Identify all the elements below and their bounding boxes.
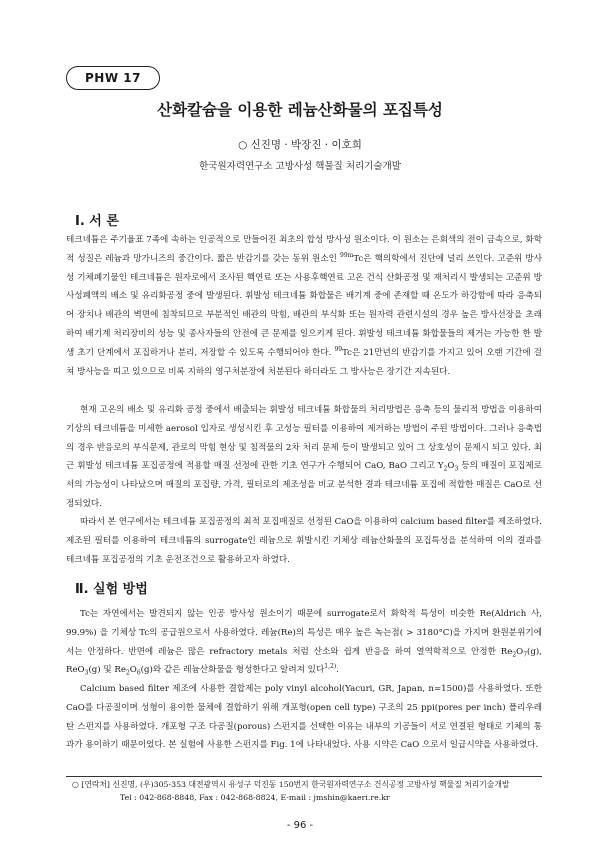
section-heading-methods: Ⅱ. 실험 방법: [75, 582, 148, 597]
page-number: - 96 -: [286, 820, 314, 831]
session-badge: PHW 17: [66, 66, 160, 90]
contact-footnote: [72, 778, 542, 804]
section-heading-introduction: Ⅰ. 서 론: [75, 214, 119, 229]
paper-title: 산화칼슘을 이용한 레늄산화물의 포집특성: [157, 101, 443, 119]
author-list: ○ 신진명 · 박장진 · 이호희: [238, 139, 362, 151]
methods-paragraph-1: Tc는 자연에서는 발견되지 않는 인공 방사성 원소이기 때문에 surrogate로서 화학적 특성이 비슷한 Re(Aldrich 사, 99.9%) 을 기체상 Tc의 공급원으로서 사용하였다. 레늄(Re)의 특성은 매우 높은 녹는점( > 3180°C)을 가지며 환원분위기에서는 안정하다. 반면에 레늄은 많은 refractory metals 처럼 산소와 쉽게 반응을 하여 열역학적으로 안정한 $Re_2O_7(g)$, ReO$_3$(g) 및 $Re_2O_6(g)$와 같은 레늄산화물을 형성한다고 알려져 있다$^{1,2)}$.: [66, 609, 542, 678]
footnote-line-1: ○ [연락처] 신진명, (우)305-353 대전광역시 유성구 덕진동 150번지 한국원자력연구소 건식공정 고방사성 핵물질 처리기술개발: [72, 780, 510, 789]
affiliation: 한국원자력연구소 고방사성 핵물질 처리기술개발: [199, 161, 401, 172]
intro-paragraph-1: 테크네튬은 주기율표 7족에 속하는 인공적으로 만들어진 최초의 합성 방사성 원소이다. 이 원소는 은회색의 전이 금속으로, 화학적 성질은 레늄과 망가니즈의 중간이다. 짧은 반감기를 갖는 동위 원소인 $^{99m}$Tc은 핵의학에서 진단에 널리 쓰인다. 고준위 방사성 기체폐기물인 테크네튬은 원자로에서 조사된 핵연료 또는 사용후핵연료 고온 건식 산화공정 및 재처리시 발생되는 고준위 방사성폐액의 배소 및 유리화공정 중에 발생된다. 휘발성 테크네튬 화합물은 배기계 중에 존재할 때 온도가 하강함에 따라 응축되어 장치나 배관의 벽면에 침착되므로 부분적인 배관의 막힘, 배관의 부식화 또는 원자력 관련시설의 경우 높은 방사선장을 초래하여 배기계 처리장비의 성능 및 종사자들의 안전에 큰 문제를 일으키게 된다. 휘발성 테크네튬 화합물들의 제거는 가능한 한 발생 초기 단계에서 포집하거나 분리, 저장할 수 있도록 수행되어야 한다. $^{99}$Tc은 21만년의 반감기를 가지고 있어 오랜 기간에 걸쳐 방사능을 띠고 있으므로 비록 지하의 영구처분장에 처분된다 하더라도 그 방사능은 장기간 지속된다.: [66, 235, 543, 377]
intro-paragraph-3: 따라서 본 연구에서는 테크네튬 포집공정의 최적 포집매질로 선정된 CaO을 이용하여 calcium based filter를 제조하였다. 제조된 필터를 이용하여 테크네튬의 surrogate인 레늄으로 휘발시킨 기체상 레늄산화물의 포집특성을 분석하여 이의 결과를 테크네튬 포집공정의 기초 운전조건으로 활용하고자 하였다.: [66, 517, 542, 565]
methods-paragraph-2: Calcium based filter 제조에 사용한 결합제는 poly vinyl alcohol(Yacuri, GR, Japan, n=1500)를 사용하였다. 또한 CaO를 다공질이며 성형이 용이한 물체에 결합하기 위해 개포형(open cell type) 구조의 25 ppi(pores per inch) 폴리우레탄 스펀지를 사용하였다. 개포형 구조 다공질(porous) 스펀지를 선택한 이유는 내부의 기공들이 서로 연결된 형태로 기체의 통과가 용이하기 때문이었다. 본 실험에 사용한 스펀지를 Fig. 1에 나타내었다. 사용 시약은 CaO 으로서 일급시약을 사용하였다.: [66, 684, 542, 751]
intro-paragraph-2: 현재 고온의 배소 및 유리화 공정 중에서 배출되는 휘발성 테크네튬 화합물의 처리방법은 응축 등의 물리적 방법을 이용하여 기상의 테크네튬을 미세한 aerosol 입자로 생성시킨 후 고성능 필터를 이용하여 제거하는 방법이 주된 방법이다. 그러나 응축법의 경우 반응로의 부식문제, 관로의 막힘 현상 및 침적물의 2차 처리 문제 등이 발생되고 있어 그 상호성이 문제시 되고 있다. 최근 휘발성 테크네튬 포집공정에 적용할 매질 선정에 관한 기초 연구가 수행되어 CaO, BaO 그리고 $Y_2O_3$ 등의 매질이 포집제로 서의 가능성이 나타났으며 매질의 포집량, 가격, 필터로의 제조성을 비교 분석한 결과 테크네튬 포집에 적합한 매질은 CaO로 선정되었다.: [66, 405, 542, 509]
footnote-line-2: Tel : 042-868-8848, Fax : 042-868-8824, E-mail : jmshin@kaeri.re.kr: [120, 793, 390, 802]
footnote-divider: [66, 776, 542, 777]
